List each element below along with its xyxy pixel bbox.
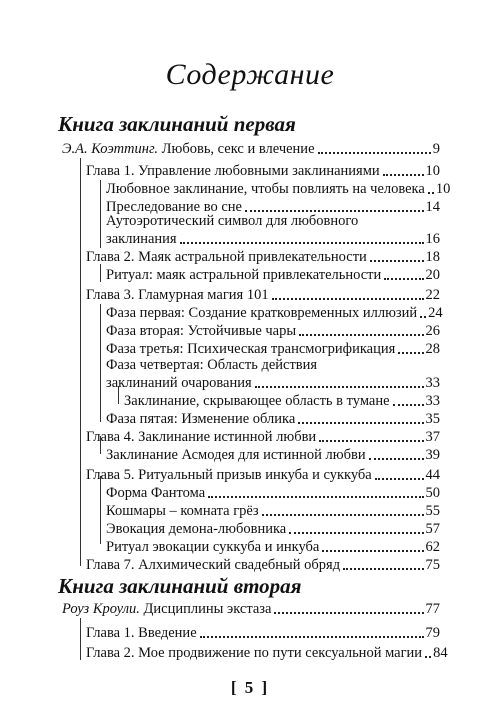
toc-entry[interactable]: Кошмары – комната грёз 55 (106, 503, 440, 519)
toc-entry[interactable]: Глава 7. Алхимический свадебный обряд 75 (86, 557, 440, 573)
toc-entry-line: Аутоэротический символ для любовного (106, 213, 359, 229)
toc-entry[interactable]: Фаза пятая: Изменение облика 35 (106, 411, 440, 427)
toc-entry[interactable]: Фаза первая: Создание кратковременных иллюзий 24 (106, 305, 443, 321)
toc-divider (100, 264, 101, 282)
toc-entry[interactable]: Глава 1. Управление любовными заклинаниями 10 (86, 163, 440, 179)
toc-entry[interactable]: Преследование во сне 14 (106, 199, 440, 215)
toc-entry[interactable]: заклинаний очарования 33 (106, 375, 440, 391)
toc-entry[interactable]: Глава 5. Ритуальный призыв инкуба и суккуба 44 (86, 467, 440, 483)
toc-entry-author[interactable]: Э.А. Коэттинг. Любовь, секс и влечение 9 (62, 141, 440, 157)
book-heading-2: Книга заклинаний вторая (58, 574, 302, 598)
toc-entry[interactable]: Глава 4. Заклинание истинной любви 37 (86, 429, 440, 445)
toc-entry[interactable]: Заклинание, скрывающее область в тумане 33 (124, 393, 440, 409)
toc-divider (100, 304, 101, 422)
toc-entry[interactable]: Ритуал эвокации суккуба и инкуба 62 (106, 539, 440, 555)
book-heading-1: Книга заклинаний первая (58, 112, 296, 136)
toc-entry-line: Фаза четвертая: Область действия (106, 357, 318, 373)
toc-entry-author[interactable]: Роуз Кроули. Дисциплины экстаза 77 (62, 601, 440, 617)
toc-entry[interactable]: Заклинание Асмодея для истинной любви 39 (106, 447, 440, 463)
toc-divider (100, 476, 101, 544)
toc-divider (80, 618, 81, 660)
toc-entry[interactable]: Ритуал: маяк астральной привлекательности 20 (106, 267, 440, 283)
toc-entry[interactable]: Фаза вторая: Устойчивые чары 26 (106, 323, 440, 339)
toc-entry[interactable]: Форма Фантома 50 (106, 485, 440, 501)
toc-entry[interactable]: Глава 2. Маяк астральной привлекательности 18 (86, 249, 440, 265)
toc-divider (80, 158, 81, 566)
toc-divider (100, 180, 101, 248)
toc-entry[interactable]: Глава 1. Введение 79 (86, 625, 440, 641)
toc-entry[interactable]: Фаза третья: Психическая трансмогрификация 28 (106, 341, 440, 357)
page-number: [ 5 ] (230, 678, 270, 697)
toc-entry[interactable]: Глава 3. Гламурная магия 101 22 (86, 287, 440, 303)
toc-entry[interactable]: Глава 2. Мое продвижение по пути сексуальной магии 84 (86, 645, 448, 661)
toc-entry[interactable]: Эвокация демона-любовника 57 (106, 521, 440, 537)
toc-entry[interactable]: Любовное заклинание, чтобы повлиять на человека 10 (106, 181, 451, 197)
toc-entry[interactable]: заклинания 16 (106, 231, 440, 247)
page-title: Содержание (165, 58, 335, 91)
